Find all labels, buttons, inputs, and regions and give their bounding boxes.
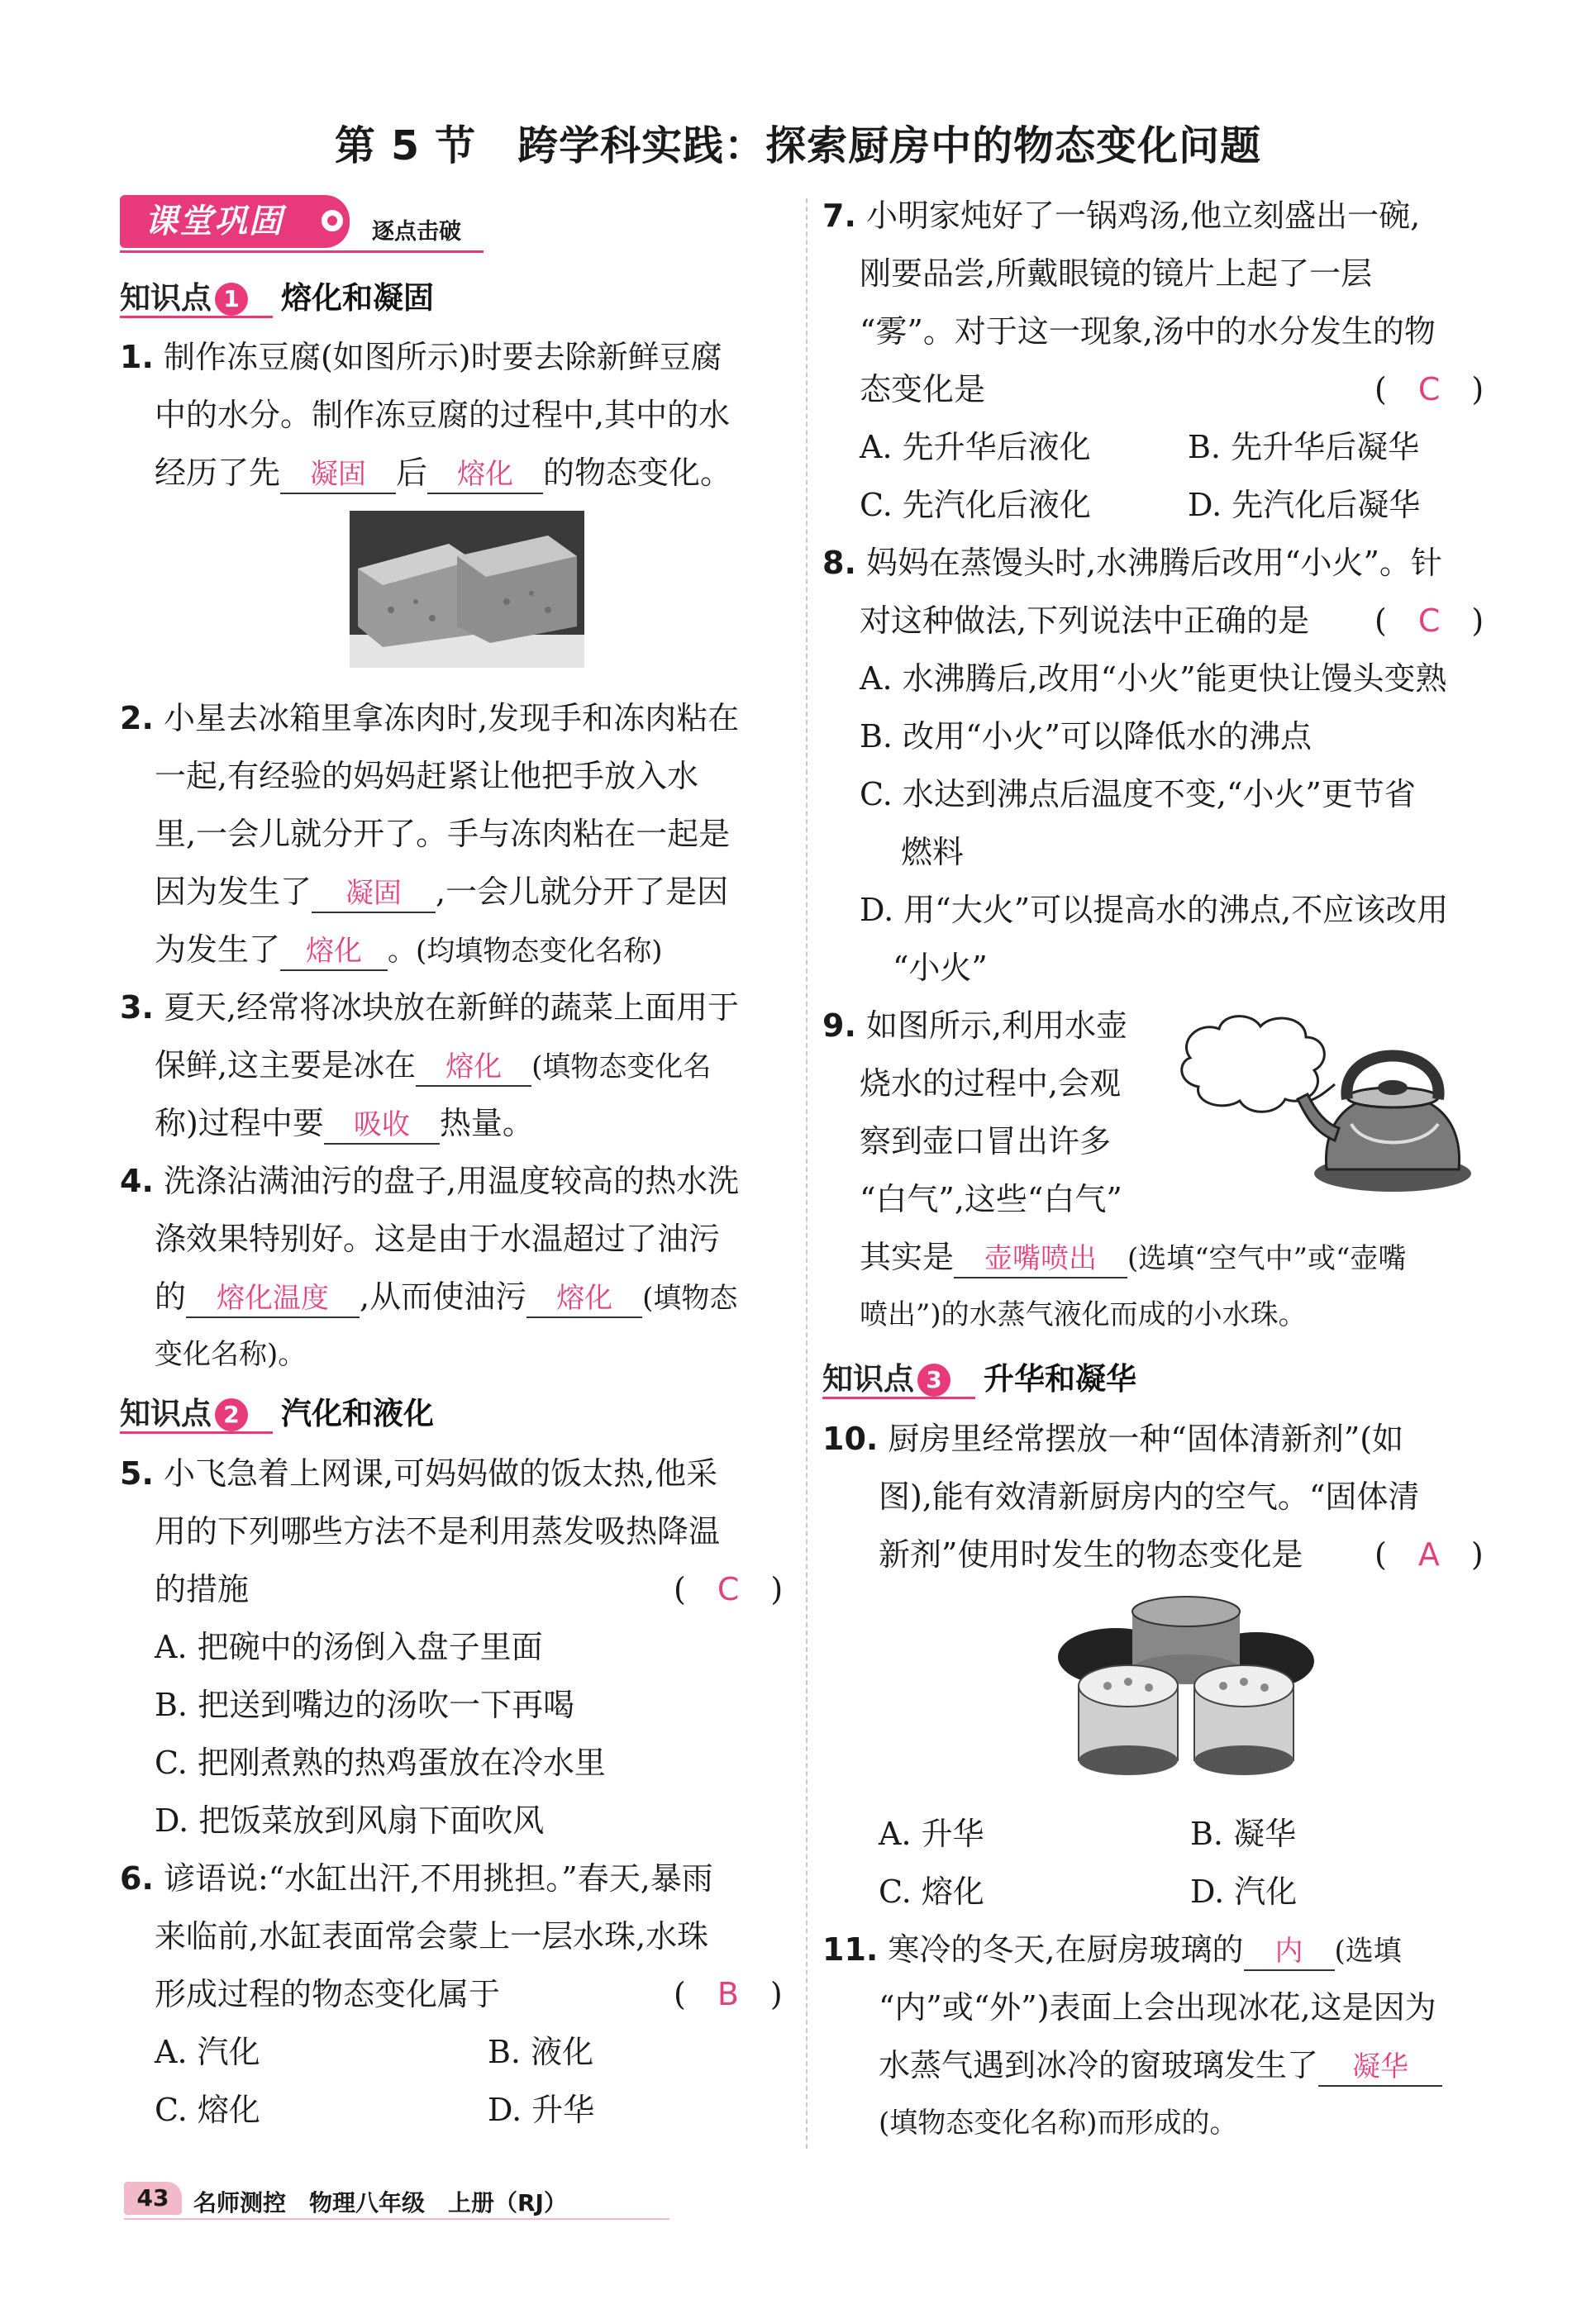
page-title: 第 5 节 跨学科实践：探索厨房中的物态变化问题	[334, 122, 1262, 169]
question-number: 2.	[120, 700, 154, 736]
option-d: D. 升华	[488, 2092, 595, 2128]
question-9	[822, 997, 1127, 1055]
question-text: 保鲜,这主要是冰在	[155, 1047, 417, 1083]
question-text: 小明家炖好了一锅鸡汤,他立刻盛出一碗,	[865, 198, 1421, 234]
question-10	[822, 1410, 1403, 1468]
question-text: 一起,有经验的妈妈赶紧让他把手放入水	[155, 758, 699, 794]
choice-answer: C	[1417, 602, 1441, 639]
question-number: 3.	[120, 989, 154, 1026]
kp-number: 3	[917, 1364, 950, 1397]
option-c: C. 熔化	[879, 1874, 984, 1910]
option-c: C. 把刚煮熟的热鸡蛋放在冷水里	[155, 1745, 606, 1781]
question-text: 谚语说:“水缸出汗,不用挑担。”春天,暴雨	[163, 1860, 713, 1897]
question-text: 涤效果特别好。这是由于水温超过了油污	[155, 1221, 721, 1257]
kp-title: 熔化和凝固	[281, 280, 434, 316]
question-number: 11.	[822, 1931, 879, 1968]
section-underline	[120, 250, 484, 253]
answer-blank: 熔化温度	[186, 1280, 360, 1318]
option-b: B. 液化	[488, 2034, 594, 2070]
option-d: D. 汽化	[1190, 1874, 1298, 1910]
answer-blank: 凝固	[280, 456, 396, 494]
question-text: 态变化是	[860, 371, 986, 407]
answer-blank: 吸收	[324, 1107, 440, 1145]
answer-paren: ( B )	[674, 1976, 783, 2012]
question-text: (填物态变化名称)而形成的。	[879, 2107, 1238, 2140]
option-a: A. 先升华后液化	[860, 429, 1091, 465]
option-b: B. 改用“小火”可以降低水的沸点	[860, 718, 1312, 755]
question-text-line	[155, 1036, 711, 1096]
question-text: 热量。	[439, 1105, 534, 1141]
target-icon	[318, 207, 346, 235]
question-text: 为发生了	[155, 931, 281, 968]
question-2	[120, 689, 739, 747]
question-text: (填物态变化名	[531, 1050, 712, 1083]
option-b: B. 凝华	[1190, 1816, 1297, 1852]
question-number: 1.	[120, 339, 154, 375]
question-11	[822, 1921, 1402, 1980]
answer-blank: 凝华	[1318, 2049, 1442, 2087]
question-text-line	[155, 444, 731, 502]
answer-blank: 熔化	[416, 1049, 531, 1087]
question-text: 图),能有效清新厨房内的空气。“固体清	[879, 1478, 1420, 1515]
option-a: A. 汽化	[155, 2034, 260, 2070]
question-1	[120, 328, 722, 386]
answer-blank: 熔化	[526, 1280, 642, 1318]
option-c: C. 先汽化后液化	[860, 487, 1091, 523]
question-text: 对这种做法,下列说法中正确的是	[860, 602, 1310, 639]
choice-answer: C	[1417, 371, 1441, 407]
kp-title: 汽化和液化	[281, 1396, 434, 1431]
answer-blank: 熔化	[280, 933, 388, 971]
question-text: 喷出”)的水蒸气液化而成的小水珠。	[860, 1298, 1307, 1331]
answer-blank: 熔化	[427, 456, 543, 494]
question-3	[120, 978, 739, 1036]
question-text-line	[155, 1268, 737, 1327]
question-number: 6.	[120, 1860, 154, 1897]
question-text: 经历了先	[155, 455, 281, 491]
kp-label: 知识点	[822, 1361, 914, 1397]
option-d: D. 把饭菜放到风扇下面吹风	[155, 1802, 545, 1839]
question-number: 5.	[120, 1455, 154, 1492]
question-text: (选填“空气中”或“壶嘴	[1127, 1242, 1407, 1275]
option-c-continued: 燃料	[901, 834, 965, 870]
question-text: 来临前,水缸表面常会蒙上一层水珠,水珠	[155, 1918, 709, 1955]
kettle-image	[1174, 1008, 1479, 1207]
option-d: D. 先汽化后凝华	[1188, 487, 1421, 523]
section-banner: 课堂巩固	[120, 195, 350, 248]
column-divider	[806, 198, 808, 2149]
question-text: 夏天,经常将冰块放在新鲜的蔬菜上面用于	[163, 989, 740, 1026]
question-text-line	[155, 921, 663, 980]
answer-blank: 内	[1244, 1933, 1335, 1971]
frozen-tofu-image	[350, 511, 584, 668]
question-text: (填物态	[642, 1282, 738, 1315]
choice-answer: A	[1417, 1536, 1440, 1573]
question-text: 新剂”使用时发生的物态变化是	[879, 1536, 1303, 1573]
page-number: 43	[124, 2182, 182, 2215]
question-8	[822, 534, 1442, 592]
question-text: 刚要品尝,所戴眼镜的镜片上起了一层	[860, 255, 1373, 292]
kp-underline	[120, 1431, 273, 1434]
question-text-line	[155, 1094, 534, 1152]
question-text: 的	[155, 1278, 187, 1315]
question-text: ,从而使油污	[360, 1278, 527, 1315]
footer-text: 名师测控 物理八年级 上册（RJ）	[193, 2189, 567, 2216]
question-number: 10.	[822, 1421, 879, 1457]
question-number: 9.	[822, 1007, 856, 1044]
question-text: 的物态变化。	[543, 455, 732, 491]
kp-number: 2	[215, 1398, 248, 1431]
kp-label: 知识点	[120, 1396, 212, 1431]
question-6	[120, 1850, 713, 1907]
answer-paren: ( A )	[1374, 1536, 1484, 1573]
question-text: 寒冷的冬天,在厨房玻璃的	[888, 1931, 1244, 1968]
answer-blank: 壶嘴喷出	[954, 1240, 1127, 1278]
option-d: D. 用“大火”可以提高水的沸点,不应该改用	[860, 892, 1449, 928]
option-a: A. 升华	[879, 1816, 984, 1852]
choice-answer: B	[717, 1976, 739, 2012]
question-number: 8.	[822, 545, 856, 581]
question-number: 7.	[822, 198, 856, 234]
question-text: 察到壶口冒出许多	[860, 1123, 1112, 1159]
option-b: B. 把送到嘴边的汤吹一下再喝	[155, 1687, 575, 1723]
question-text: 用的下列哪些方法不是利用蒸发吸热降温	[155, 1513, 721, 1550]
section-subtitle: 逐点击破	[372, 219, 461, 245]
knowledge-point-1	[120, 273, 434, 317]
answer-paren: ( C )	[1374, 371, 1484, 407]
question-number: 4.	[120, 1163, 154, 1199]
question-text: “雾”。对于这一现象,汤中的水分发生的物	[860, 313, 1436, 350]
question-text-line	[155, 863, 728, 921]
option-a: A. 把碗中的汤倒入盘子里面	[155, 1629, 543, 1665]
question-text: 烧水的过程中,会观	[860, 1065, 1122, 1102]
question-4	[120, 1152, 739, 1210]
question-text: (选填	[1334, 1935, 1402, 1968]
option-c: C. 水达到沸点后温度不变,“小火”更节省	[860, 776, 1416, 812]
footer-line	[124, 2218, 669, 2220]
option-c: C. 熔化	[155, 2092, 260, 2128]
question-text: 。(均填物态变化名称)	[388, 935, 663, 968]
question-5	[120, 1445, 717, 1502]
question-text: 因为发生了	[155, 874, 312, 910]
kp-label: 知识点	[120, 280, 212, 316]
question-text: 妈妈在蒸馒头时,水沸腾后改用“小火”。针	[865, 545, 1442, 581]
option-d-continued: “小火”	[893, 950, 988, 986]
question-text: 变化名称)。	[155, 1338, 307, 1371]
question-text: 小星去冰箱里拿冻肉时,发现手和冻肉粘在	[163, 700, 740, 736]
question-7	[822, 187, 1420, 245]
question-text: 里,一会儿就分开了。手与冻肉粘在一起是	[155, 816, 731, 852]
question-text: 称)过程中要	[155, 1105, 324, 1141]
question-text: 的措施	[155, 1571, 250, 1607]
question-text: 厨房里经常摆放一种“固体清新剂”(如	[888, 1421, 1404, 1457]
question-text: 中的水分。制作冻豆腐的过程中,其中的水	[155, 397, 731, 433]
kp-underline	[822, 1397, 975, 1399]
kp-number: 1	[215, 283, 248, 316]
question-text: “白气”,这些“白气”	[860, 1181, 1122, 1217]
question-text: ,一会儿就分开了是因	[436, 874, 729, 910]
answer-blank: 凝固	[312, 875, 436, 913]
answer-paren: ( C )	[1374, 602, 1484, 639]
kp-title: 升华和凝华	[984, 1361, 1136, 1397]
kp-underline	[120, 316, 273, 318]
question-text: 形成过程的物态变化属于	[155, 1976, 501, 2012]
answer-paren: ( C )	[674, 1571, 784, 1607]
question-text-line	[879, 2036, 1442, 2094]
solid-freshener-image	[1050, 1595, 1322, 1785]
question-text: 洗涤沾满油污的盘子,用温度较高的热水洗	[163, 1163, 740, 1199]
choice-answer: C	[717, 1571, 740, 1607]
question-text: 后	[396, 455, 428, 491]
knowledge-point-3	[822, 1354, 1136, 1398]
question-text: 如图所示,利用水壶	[865, 1007, 1128, 1044]
question-text: 其实是	[860, 1239, 955, 1275]
question-text: 小飞急着上网课,可妈妈做的饭太热,他采	[163, 1455, 718, 1492]
question-text: “内”或“外”)表面上会出现冰花,这是因为	[879, 1989, 1436, 2026]
knowledge-point-2	[120, 1388, 434, 1433]
question-text-line	[860, 1228, 1406, 1288]
question-text: 水蒸气遇到冰冷的窗玻璃发生了	[879, 2047, 1319, 2083]
question-text: 制作冻豆腐(如图所示)时要去除新鲜豆腐	[163, 339, 722, 375]
option-b: B. 先升华后凝华	[1188, 429, 1420, 465]
option-a: A. 水沸腾后,改用“小火”能更快让馒头变熟	[860, 660, 1447, 697]
